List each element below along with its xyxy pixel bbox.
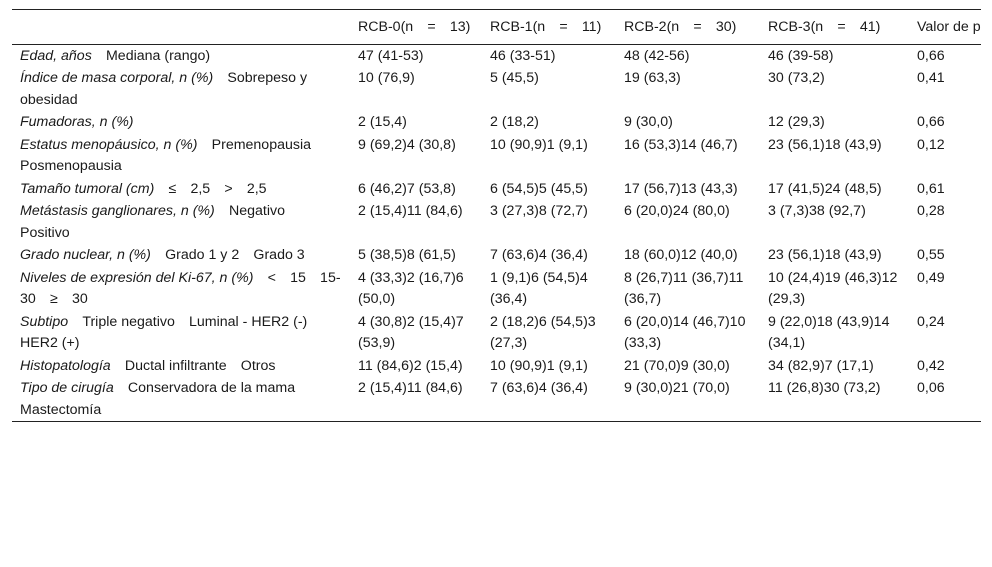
cell-pvalue: 0,12 bbox=[917, 136, 945, 153]
row-label-categories: Negativo Positivo bbox=[20, 203, 300, 241]
cell-rcb3: 10 (24,4)19 (46,3)12 (29,3) bbox=[768, 269, 898, 307]
table-row bbox=[12, 44, 981, 67]
header-rcb3: RCB-3(n = 41) bbox=[768, 19, 881, 35]
table-row bbox=[12, 377, 981, 422]
row-label-categories: Premenopausia Posmenopausia bbox=[20, 136, 326, 174]
cell-rcb1: 1 (9,1)6 (54,5)4 (36,4) bbox=[490, 269, 588, 307]
row-label-variable: Metástasis ganglionares, n (%) bbox=[20, 203, 215, 219]
cell-rcb0: 10 (76,9) bbox=[358, 70, 415, 86]
cell-rcb0: 5 (38,5)8 (61,5) bbox=[358, 247, 456, 263]
cell-rcb1: 2 (18,2)6 (54,5)3 (27,3) bbox=[490, 313, 596, 351]
cell-pvalue: 0,61 bbox=[917, 180, 945, 197]
row-label bbox=[12, 178, 358, 201]
cell-rcb3: 11 (26,8)30 (73,2) bbox=[768, 380, 881, 396]
row-label-variable: Grado nuclear, n (%) bbox=[20, 247, 151, 263]
table-row bbox=[12, 134, 981, 178]
row-label bbox=[12, 200, 358, 244]
cell-rcb1: 7 (63,6)4 (36,4) bbox=[490, 380, 588, 396]
cell-rcb3: 34 (82,9)7 (17,1) bbox=[768, 357, 874, 374]
row-label-categories: < 15 15-30 ≥ 30 bbox=[20, 269, 341, 307]
cell-pvalue: 0,49 bbox=[917, 269, 945, 286]
cell-rcb2: 6 (20,0)14 (46,7)10 (33,3) bbox=[624, 313, 746, 351]
cell-rcb2: 9 (30,0)21 (70,0) bbox=[624, 380, 730, 396]
cell-rcb3: 23 (56,1)18 (43,9) bbox=[768, 247, 882, 263]
table-row bbox=[12, 111, 981, 134]
cell-rcb2: 17 (56,7)13 (43,3) bbox=[624, 180, 738, 197]
cell-rcb2: 18 (60,0)12 (40,0) bbox=[624, 247, 738, 263]
cell-rcb0: 4 (33,3)2 (16,7)6 (50,0) bbox=[358, 269, 464, 307]
cell-rcb0: 2 (15,4)11 (84,6) bbox=[358, 380, 463, 396]
cell-rcb2: 19 (63,3) bbox=[624, 70, 681, 86]
row-label-variable: Tipo de cirugía bbox=[20, 380, 114, 396]
row-label-categories: Grado 1 y 2 Grado 3 bbox=[150, 247, 305, 263]
cell-rcb0: 6 (46,2)7 (53,8) bbox=[358, 180, 456, 197]
cell-rcb1: 3 (27,3)8 (72,7) bbox=[490, 203, 588, 219]
cell-rcb1: 2 (18,2) bbox=[490, 114, 539, 130]
table-row bbox=[12, 67, 981, 111]
header-pvalue: Valor de p bbox=[917, 19, 981, 35]
row-label-categories: Triple negativo Luminal - HER2 (-) HER2 (+) bbox=[20, 313, 322, 351]
cell-rcb0: 2 (15,4)11 (84,6) bbox=[358, 203, 463, 219]
row-label-variable: Estatus menopáusico, n (%) bbox=[20, 136, 198, 153]
row-label bbox=[12, 355, 358, 378]
cell-rcb2: 21 (70,0)9 (30,0) bbox=[624, 357, 730, 374]
row-label bbox=[12, 111, 358, 134]
cell-rcb2: 8 (26,7)11 (36,7)11 (36,7) bbox=[624, 269, 744, 307]
cell-rcb3: 9 (22,0)18 (43,9)14 (34,1) bbox=[768, 313, 890, 351]
table-row bbox=[12, 311, 981, 355]
cell-rcb2: 9 (30,0) bbox=[624, 114, 673, 130]
table-row bbox=[12, 244, 981, 267]
row-label bbox=[12, 377, 358, 422]
cell-rcb0: 11 (84,6)2 (15,4) bbox=[358, 357, 463, 374]
row-label bbox=[12, 44, 358, 67]
header-rcb1: RCB-1(n = 11) bbox=[490, 19, 602, 35]
row-label-categories: Conservadora de la mama Mastectomía bbox=[20, 380, 310, 418]
row-label-variable: Histopatología bbox=[20, 357, 111, 374]
cell-rcb1: 10 (90,9)1 (9,1) bbox=[490, 136, 588, 153]
header-rcb0: RCB-0(n = 13) bbox=[358, 19, 471, 35]
table-body bbox=[12, 44, 981, 422]
cell-pvalue: 0,66 bbox=[917, 114, 945, 130]
cell-pvalue: 0,66 bbox=[917, 47, 945, 64]
cell-rcb0: 47 (41-53) bbox=[358, 47, 424, 64]
row-label-variable: Tamaño tumoral (cm) bbox=[20, 180, 155, 197]
cell-rcb0: 2 (15,4) bbox=[358, 114, 407, 130]
row-label bbox=[12, 267, 358, 311]
cell-rcb1: 7 (63,6)4 (36,4) bbox=[490, 247, 588, 263]
table-row bbox=[12, 200, 981, 244]
cell-rcb2: 48 (42-56) bbox=[624, 47, 690, 64]
row-label-categories: Ductal infiltrante Otros bbox=[110, 357, 276, 374]
cell-rcb1: 6 (54,5)5 (45,5) bbox=[490, 180, 588, 197]
cell-rcb3: 46 (39-58) bbox=[768, 47, 834, 64]
cell-rcb1: 10 (90,9)1 (9,1) bbox=[490, 357, 588, 374]
cell-pvalue: 0,06 bbox=[917, 380, 945, 396]
row-label-categories: ≤ 2,5 > 2,5 bbox=[154, 180, 267, 197]
cell-rcb0: 9 (69,2)4 (30,8) bbox=[358, 136, 456, 153]
row-label bbox=[12, 134, 358, 178]
cell-rcb3: 3 (7,3)38 (92,7) bbox=[768, 203, 866, 219]
header-empty-cell bbox=[12, 10, 358, 45]
cell-rcb1: 5 (45,5) bbox=[490, 70, 539, 86]
cell-pvalue: 0,55 bbox=[917, 247, 945, 263]
row-label bbox=[12, 244, 358, 267]
table-row bbox=[12, 267, 981, 311]
cell-pvalue: 0,28 bbox=[917, 203, 945, 219]
cell-rcb3: 17 (41,5)24 (48,5) bbox=[768, 180, 882, 197]
cell-rcb3: 30 (73,2) bbox=[768, 70, 825, 86]
row-label bbox=[12, 311, 358, 355]
row-label-variable: Índice de masa corporal, n (%) bbox=[20, 70, 214, 86]
cell-rcb2: 16 (53,3)14 (46,7) bbox=[624, 136, 738, 153]
table-row bbox=[12, 355, 981, 378]
row-label-variable: Fumadoras, n (%) bbox=[20, 114, 134, 130]
cell-pvalue: 0,42 bbox=[917, 357, 945, 374]
cell-rcb3: 12 (29,3) bbox=[768, 114, 825, 130]
cell-rcb2: 6 (20,0)24 (80,0) bbox=[624, 203, 730, 219]
data-table bbox=[12, 9, 981, 422]
cell-pvalue: 0,24 bbox=[917, 313, 945, 330]
cell-pvalue: 0,41 bbox=[917, 70, 945, 86]
cell-rcb1: 46 (33-51) bbox=[490, 47, 556, 64]
cell-rcb0: 4 (30,8)2 (15,4)7 (53,9) bbox=[358, 313, 464, 351]
row-label-categories: Sobrepeso y obesidad bbox=[20, 70, 312, 108]
row-label-variable: Subtipo bbox=[20, 313, 69, 330]
table-row bbox=[12, 178, 981, 201]
header-rcb2: RCB-2(n = 30) bbox=[624, 19, 737, 35]
header-row bbox=[12, 10, 981, 45]
row-label-variable: Edad, años bbox=[20, 47, 92, 64]
row-label bbox=[12, 67, 358, 111]
row-label-categories: Mediana (rango) bbox=[91, 47, 211, 64]
row-label-variable: Niveles de expresión del Ki-67, n (%) bbox=[20, 269, 254, 286]
cell-rcb3: 23 (56,1)18 (43,9) bbox=[768, 136, 882, 153]
